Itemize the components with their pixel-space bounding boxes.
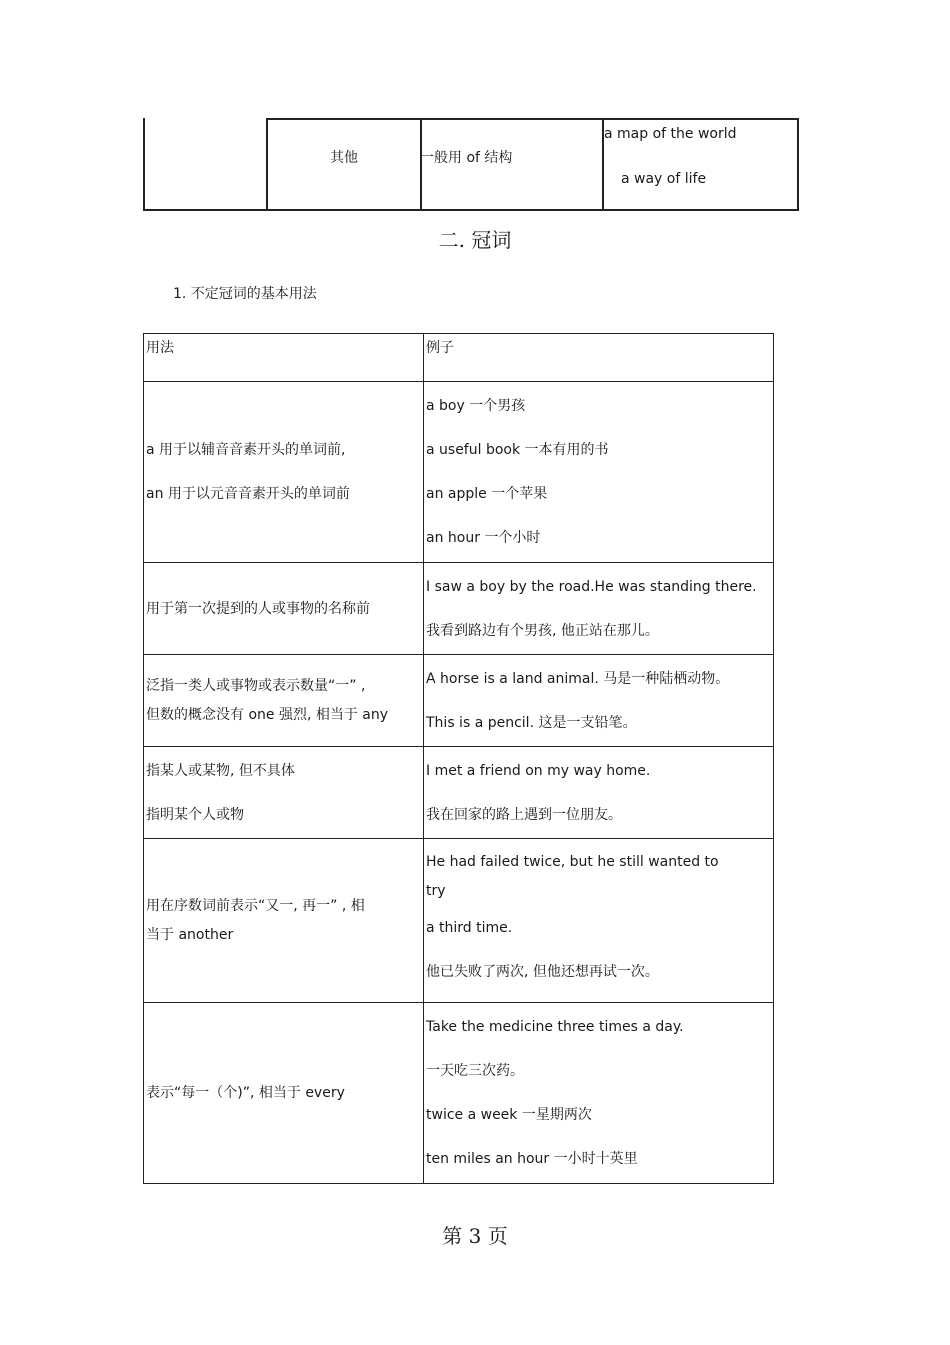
table-row [144, 655, 774, 747]
example-line: ten miles an hour 一小时十英里 [426, 1151, 638, 1167]
usage-line: an 用于以元音音素开头的单词前 [146, 486, 350, 502]
usage-line: 用于第一次提到的人或事物的名称前 [146, 600, 370, 617]
example-line: I met a friend on my way home. [426, 762, 651, 779]
cell-category: 其他 [330, 150, 358, 166]
table-row [144, 839, 774, 1003]
usage-line: 当于 another [146, 926, 234, 943]
example-line: 我在回家的路上遇到一位朋友。 [426, 806, 622, 823]
section-title: 二. 冠词 [438, 228, 512, 252]
example-line: a boy 一个男孩 [426, 398, 526, 414]
subsection-title: 1. 不定冠词的基本用法 [173, 286, 317, 302]
usage-line: 用在序数词前表示“又一, 再一” , 相 [146, 897, 365, 914]
usage-line: 泛指一类人或事物或表示数量“一” , [146, 677, 366, 694]
example-line: try [426, 882, 446, 899]
example-line: a third time. [426, 919, 513, 936]
usage-line: 但数的概念没有 one 强烈, 相当于 any [146, 706, 389, 723]
usage-line: 指某人或某物, 但不具体 [146, 762, 295, 779]
usage-table [143, 333, 774, 1184]
example-line: twice a week 一星期两次 [426, 1107, 592, 1123]
example-line: an apple 一个苹果 [426, 486, 548, 502]
table-row [144, 563, 774, 655]
example-line: a useful book 一本有用的书 [426, 442, 609, 458]
cell-usage: 一般用 of 结构 [420, 150, 513, 166]
usage-line: 指明某个人或物 [146, 806, 244, 823]
example-line: A horse is a land animal. 马是一种陆栖动物。 [426, 670, 730, 687]
example-line: He had failed twice, but he still wanted to [426, 853, 719, 870]
usage-line: a 用于以辅音音素开头的单词前, [146, 442, 346, 458]
cell-example-2: a way of life [621, 171, 707, 187]
page-number: 第 3 页 [442, 1224, 508, 1248]
example-line: This is a pencil. 这是一支铅笔。 [426, 714, 637, 731]
header-example: 例子 [426, 340, 454, 356]
cell-example-1: a map of the world [604, 126, 737, 142]
header-usage: 用法 [146, 340, 174, 356]
table-row [144, 382, 774, 563]
table-row [144, 747, 774, 839]
table-header-row [144, 334, 774, 382]
example-line: 一天吃三次药。 [426, 1063, 524, 1079]
example-line: 他已失败了两次, 但他还想再试一次。 [426, 963, 659, 980]
example-line: 我看到路边有个男孩, 他正站在那儿。 [426, 622, 659, 639]
example-line: Take the medicine three times a day. [426, 1019, 684, 1035]
usage-line: 表示“每一（个)”, 相当于 every [146, 1085, 345, 1101]
example-line: I saw a boy by the road.He was standing there. [426, 578, 757, 595]
table-row [144, 1003, 774, 1184]
example-line: an hour 一个小时 [426, 530, 541, 546]
